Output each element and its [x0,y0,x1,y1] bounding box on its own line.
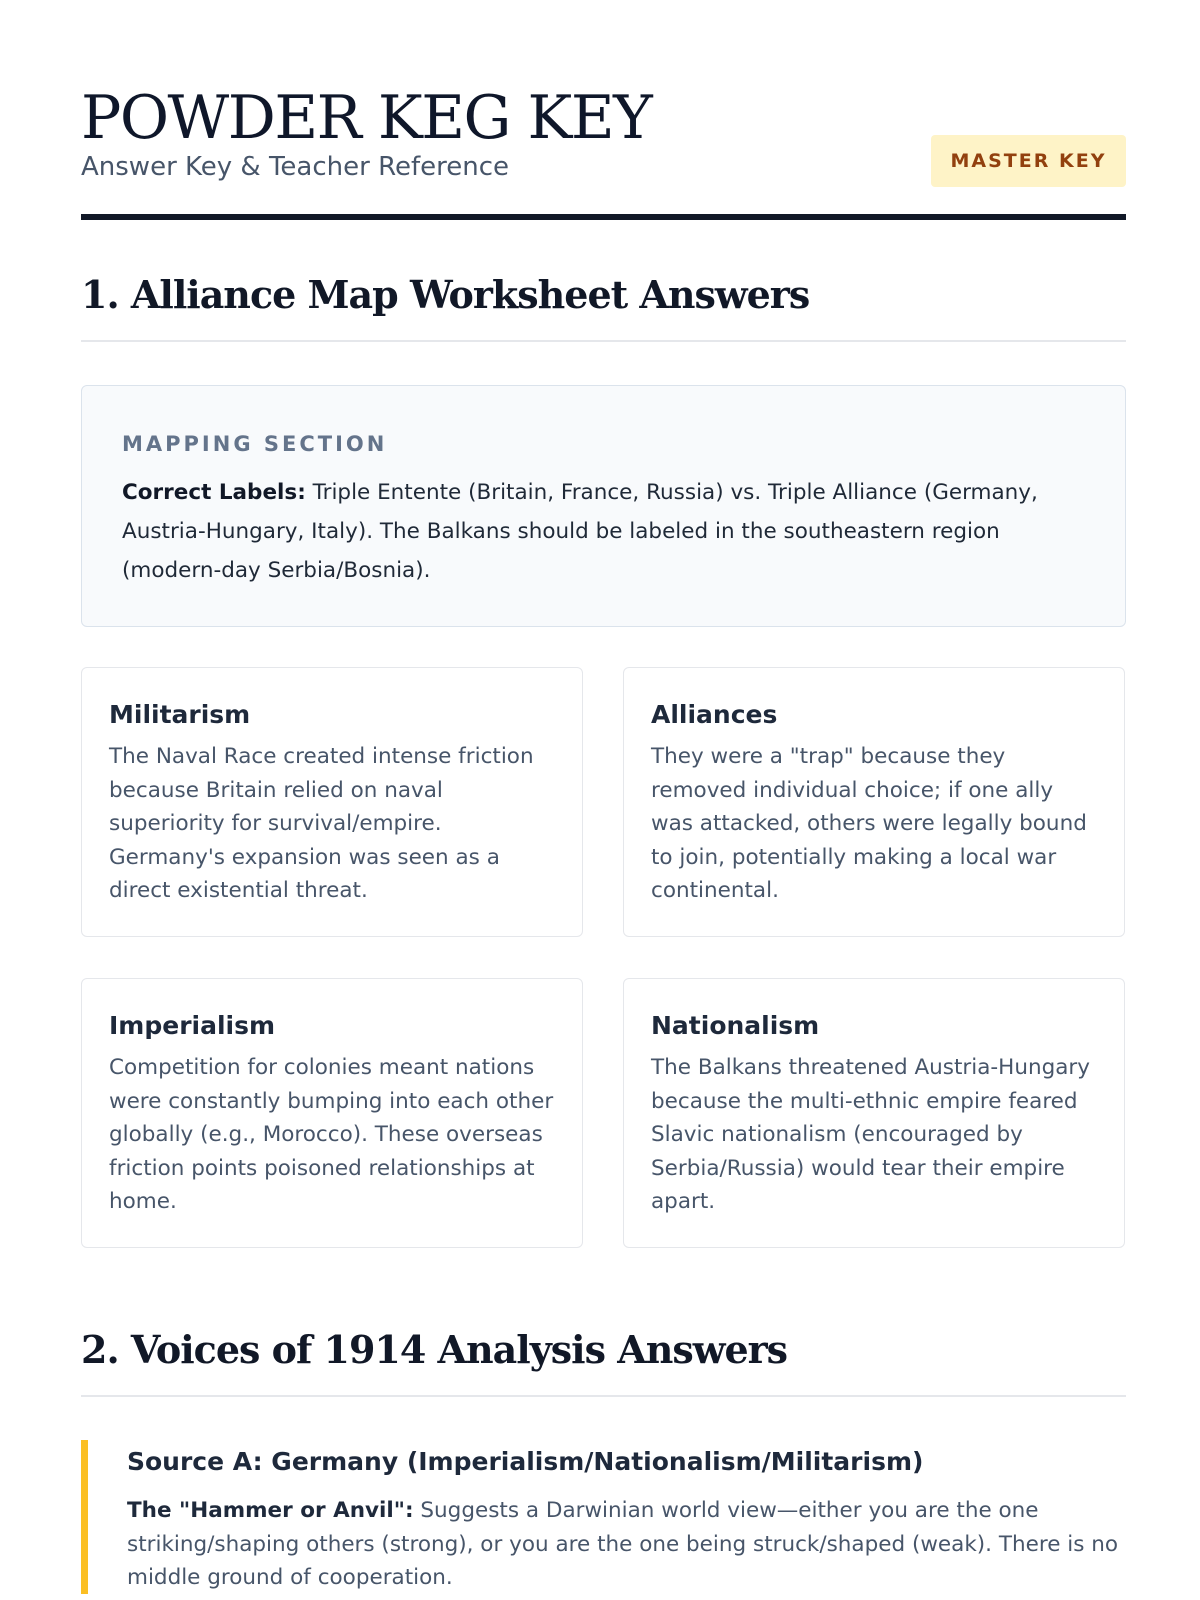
source-answer-text [127,1494,1126,1595]
source-a-block [81,1440,1126,1594]
mapping-section-label: MAPPING SECTION [122,432,388,456]
card-text: The Naval Race created intense friction because Britain relied on naval superiority for survival/empire. Germany's expansion was seen as a direct existential threat. [109,744,534,903]
header-divider [81,214,1126,220]
source-body: Suggests a Darwinian world view—either you are the one striking/shaping others (strong), or you are the one being struck/shaped (weak). There is no middle ground of cooperation. [127,1498,1119,1590]
mapping-lead: Correct Labels: [122,480,306,505]
card-nationalism [623,978,1125,1248]
card-militarism [81,667,583,937]
mapping-answer-text [122,473,1085,590]
card-imperialism [81,978,583,1248]
card-title: Militarism [109,700,251,729]
card-alliances [623,667,1125,937]
section-1-heading: 1. Alliance Map Worksheet Answers [81,272,810,317]
card-text: Competition for colonies meant nations were constantly bumping into each other globally (e.g., Morocco). These overseas friction points poisoned relationships at home. [109,1055,554,1214]
source-title: Source A: Germany (Imperialism/Nationalism/Militarism) [127,1447,924,1476]
source-lead: The "Hammer or Anvil": [127,1498,414,1523]
card-text: The Balkans threatened Austria-Hungary because the multi-ethnic empire feared Slavic nationalism (encouraged by Serbia/Russia) would tear their empire apart. [651,1055,1090,1214]
section-1-divider [81,340,1126,342]
mapping-body: Triple Entente (Britain, France, Russia) vs. Triple Alliance (Germany, Austria-Hungary, Italy). The Balkans should be labeled in the southeastern region (modern-day Serbia/Bosnia). [122,480,1038,583]
page-subtitle: Answer Key & Teacher Reference [81,152,510,182]
section-2-heading: 2. Voices of 1914 Analysis Answers [81,1327,788,1372]
master-key-badge: MASTER KEY [931,135,1126,187]
page-title: POWDER KEG KEY [81,83,652,153]
card-text: They were a "trap" because they removed individual choice; if one ally was attacked, others were legally bound to join, potentially making a local war continental. [651,744,1087,903]
page-header [81,82,1126,222]
card-title: Imperialism [109,1011,276,1040]
card-title: Nationalism [651,1011,820,1040]
card-title: Alliances [651,700,778,729]
section-2-divider [81,1395,1126,1397]
mapping-section-box [81,385,1126,627]
